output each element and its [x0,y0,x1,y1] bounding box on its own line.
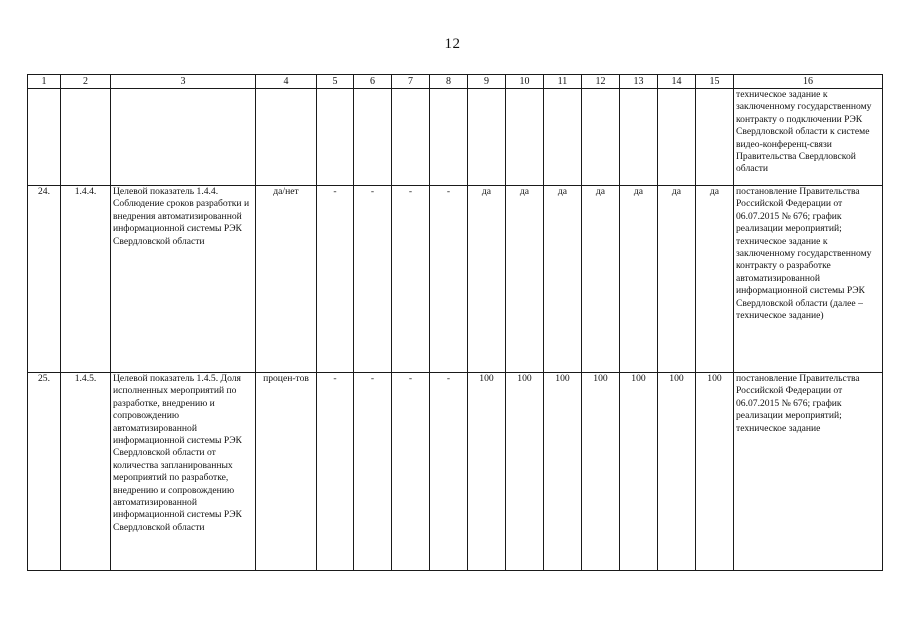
continuation-row [28,89,883,186]
table-cell [620,89,658,186]
value-cell: - [430,186,468,373]
table-cell [61,89,111,186]
row-number: 24. [28,186,61,373]
table-cell [506,89,544,186]
source-cell: техническое задание к заключенному государственному контракту о подключении РЭК Свердловской области к системе видео-конференц-связи Правительства Свердловской области [734,89,883,186]
row-code: 1.4.4. [61,186,111,373]
header-cell: 3 [111,75,256,89]
table-cell [582,89,620,186]
value-cell: 100 [582,373,620,571]
value-cell: да [658,186,696,373]
table-cell [28,89,61,186]
value-cell: - [430,373,468,571]
source-cell: постановление Правительства Российской Федерации от 06.07.2015 № 676; график реализации мероприятий; техническое задание к заключенному государственному контракту о разработке автоматизированной информационной системы РЭК Свердловской области (далее – техническое задание) [734,186,883,373]
value-cell: да [696,186,734,373]
table-cell [658,89,696,186]
unit-cell: процен-тов [256,373,317,571]
unit-cell: да/нет [256,186,317,373]
table-cell [544,89,582,186]
header-cell: 15 [696,75,734,89]
header-cell: 7 [392,75,430,89]
header-cell: 11 [544,75,582,89]
header-cell: 16 [734,75,883,89]
value-cell: да [468,186,506,373]
value-cell: да [620,186,658,373]
indicators-table [27,74,883,571]
header-cell: 5 [317,75,354,89]
value-cell: да [582,186,620,373]
value-cell: 100 [468,373,506,571]
value-cell: - [392,186,430,373]
value-cell: - [317,373,354,571]
header-cell: 4 [256,75,317,89]
header-cell: 13 [620,75,658,89]
value-cell: 100 [506,373,544,571]
table-row [28,186,883,373]
value-cell: да [506,186,544,373]
header-cell: 1 [28,75,61,89]
header-cell: 10 [506,75,544,89]
table-cell [468,89,506,186]
indicator-name: Целевой показатель 1.4.5. Доля исполненных мероприятий по разработке, внедрению и сопровождению автоматизированной информационной системы РЭК Свердловской области от количества запланированных мероприятий по разработке, внедрению и сопровождению автоматизированной информационной системы РЭК Свердловской области [111,373,256,571]
value-cell: 100 [658,373,696,571]
header-cell: 9 [468,75,506,89]
row-code: 1.4.5. [61,373,111,571]
value-cell: - [392,373,430,571]
table-cell [256,89,317,186]
table-cell [392,89,430,186]
table-cell [354,89,392,186]
page-number: 12 [444,36,461,52]
header-cell: 14 [658,75,696,89]
table-row [28,373,883,571]
value-cell: 100 [544,373,582,571]
value-cell: да [544,186,582,373]
value-cell: 100 [620,373,658,571]
header-cell: 8 [430,75,468,89]
table-cell [111,89,256,186]
indicator-name: Целевой показатель 1.4.4. Соблюдение сроков разработки и внедрения автоматизированной информационной системы РЭК Свердловской области [111,186,256,373]
table-cell [317,89,354,186]
header-cell: 12 [582,75,620,89]
header-cell: 6 [354,75,392,89]
value-cell: - [354,373,392,571]
source-cell: постановление Правительства Российской Федерации от 06.07.2015 № 676; график реализации мероприятий; техническое задание [734,373,883,571]
table-cell [696,89,734,186]
value-cell: 100 [696,373,734,571]
row-number: 25. [28,373,61,571]
value-cell: - [354,186,392,373]
header-row [28,75,883,89]
table-cell [430,89,468,186]
value-cell: - [317,186,354,373]
header-cell: 2 [61,75,111,89]
